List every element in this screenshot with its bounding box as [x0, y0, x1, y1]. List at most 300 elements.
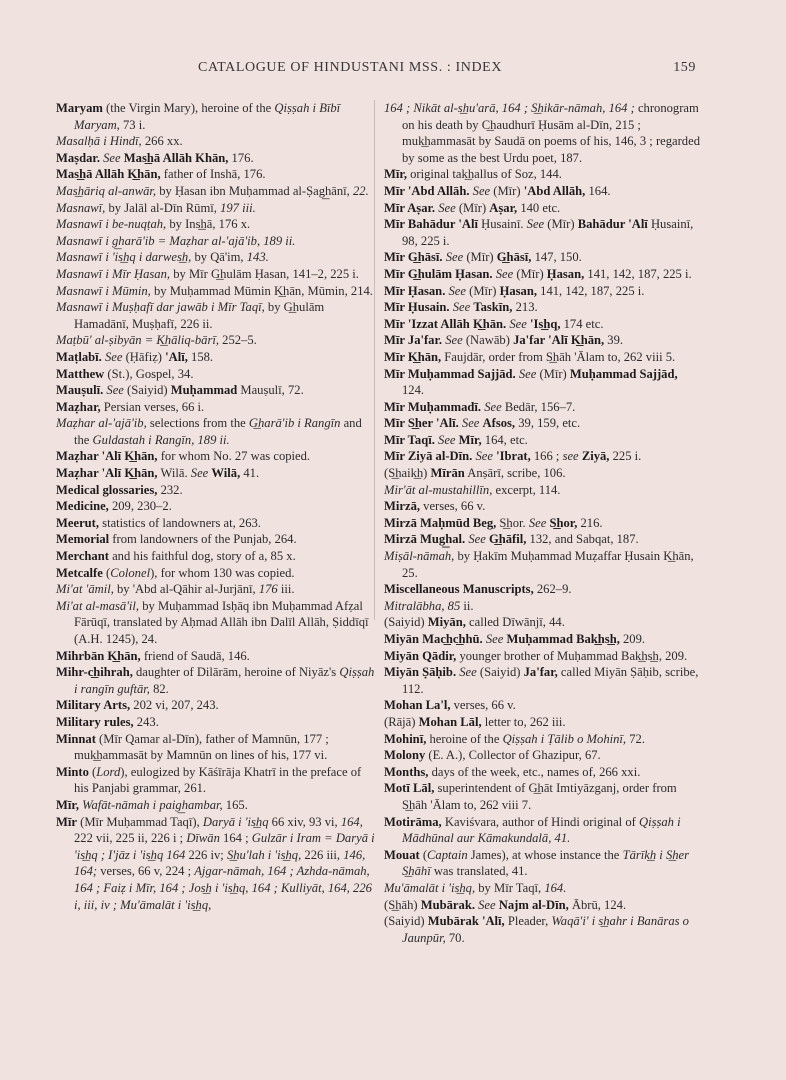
- index-entry: [56, 415, 378, 448]
- entry-segment: Masnawī i Mīr Ḥasan,: [56, 266, 171, 281]
- entry-segment: selections from the: [146, 416, 249, 431]
- index-entry: [384, 631, 702, 648]
- entry-segment: Faujdār, order from S͟hāh 'Ālam to, 262 viii 5.: [441, 349, 676, 364]
- entry-segment: Taskīn,: [473, 300, 513, 315]
- entry-segment: Mirzā Maḥmūd Beg,: [384, 515, 497, 530]
- index-entry: [384, 366, 702, 399]
- entry-segment: Muḥammad Sajjād,: [569, 366, 678, 381]
- entry-segment: (S͟haik͟h): [384, 466, 431, 481]
- entry-segment: Maẓhar,: [56, 399, 101, 414]
- entry-segment: Mi'at al-masā'il,: [56, 598, 140, 613]
- entry-segment: See: [528, 515, 547, 530]
- entry-segment: Maẓhar 'Alī K͟hān,: [56, 449, 158, 464]
- entry-segment: Mauṣulī, 72.: [237, 383, 304, 398]
- entry-segment: (: [102, 565, 111, 580]
- index-entry: [56, 249, 378, 266]
- entry-segment: 252–5.: [219, 333, 257, 348]
- entry-segment: Mirzā Mug͟hal.: [384, 532, 466, 547]
- entry-segment: 'Is͟hq,: [530, 316, 561, 331]
- entry-segment: Mohan La'l,: [384, 698, 451, 713]
- entry-segment: Miyān Qādir,: [384, 648, 457, 663]
- entry-segment: 66 xiv, 93 vi,: [268, 814, 341, 829]
- entry-segment: 73 i.: [119, 117, 146, 132]
- index-entry: [56, 399, 378, 416]
- entry-segment: Mīr,: [458, 432, 482, 447]
- entry-segment: (S͟hāh): [384, 897, 421, 912]
- entry-segment: See: [478, 897, 496, 912]
- entry-segment: Bedār, 156–7.: [501, 399, 576, 414]
- entry-segment: 165.: [222, 797, 248, 812]
- entry-segment: 164.: [585, 183, 611, 198]
- index-entry: [56, 133, 378, 150]
- entry-segment: See: [104, 349, 123, 364]
- entry-segment: 140 etc.: [517, 200, 561, 215]
- entry-segment: Daryā i 'is͟hq: [202, 814, 269, 829]
- entry-segment: letter to, 262 iii.: [481, 714, 566, 729]
- entry-segment: Mīr 'Izzat Allāh K͟hān.: [384, 316, 507, 331]
- index-entry: [384, 498, 702, 515]
- entry-segment: younger brother of Muḥammad Bak͟hs͟h, 209.: [456, 648, 688, 663]
- entry-segment: Mīr Taqī.: [384, 432, 435, 447]
- entry-segment: Mīr Ḥusain.: [384, 300, 450, 315]
- entry-segment: Pleader,: [504, 914, 552, 929]
- index-entry: [56, 299, 378, 332]
- index-entry: [56, 266, 378, 283]
- entry-segment: days of the week, etc., names of, 266 xxi.: [428, 764, 641, 779]
- index-entry: [384, 897, 702, 914]
- entry-segment: Miyān Mac͟hc͟hhū.: [384, 632, 483, 646]
- entry-segment: Ḥusainī, 98, 225 i.: [402, 217, 694, 248]
- entry-segment: (Saiyid): [123, 383, 171, 398]
- entry-segment: (Rājā): [384, 714, 419, 729]
- index-entry: [384, 731, 702, 748]
- entry-segment: excerpt, 114.: [492, 482, 561, 497]
- entry-segment: Ziyā,: [581, 449, 610, 464]
- index-entry: [384, 697, 702, 714]
- entry-segment: 164.: [544, 880, 567, 895]
- entry-segment: Aṣar,: [489, 200, 518, 215]
- entry-segment: Mi'at 'āmil,: [56, 582, 114, 597]
- entry-segment: See: [459, 665, 477, 680]
- entry-segment: ii.: [460, 598, 474, 613]
- entry-segment: (Ḥāfiẓ): [122, 349, 166, 364]
- entry-segment: was translated, 41.: [430, 864, 528, 879]
- entry-segment: 'Alī,: [165, 349, 188, 364]
- index-entry: [384, 614, 702, 631]
- entry-segment: Mīr Aṣar.: [384, 200, 436, 215]
- entry-segment: Qiṣṣah i Ṭālib o Mohinī,: [502, 731, 627, 746]
- entry-segment: by Muḥammad Isḥāq ibn Muḥammad Afẓal Fārūqī, translated by Aḥmad Allāh ibn Dalīl Allāh, Ṣiddīqī (A.H. 1245), 24.: [74, 598, 369, 646]
- entry-segment: Lord: [96, 764, 121, 779]
- entry-segment: 143.: [246, 250, 269, 265]
- entry-segment: See: [485, 632, 504, 646]
- entry-segment: father of Inshā, 176.: [160, 167, 266, 182]
- entry-segment: Minto: [56, 764, 89, 779]
- index-entry: [56, 283, 378, 300]
- entry-segment: Anṣārī, scribe, 106.: [464, 466, 566, 481]
- entry-segment: iii.: [277, 582, 295, 597]
- entry-segment: G͟hāfil,: [488, 532, 527, 547]
- index-entry: [56, 366, 378, 383]
- entry-segment: Bahādur 'Alī: [577, 217, 648, 232]
- entry-segment: 213.: [512, 300, 538, 315]
- entry-segment: 82.: [149, 681, 169, 696]
- index-entry: [56, 465, 378, 482]
- index-entry: [384, 415, 702, 432]
- entry-segment: 226 iv;: [185, 847, 227, 862]
- entry-segment: Qiṣṣah i Mādhūnal aur Kāmakundalā, 41.: [402, 814, 681, 846]
- entry-segment: ), eulogized by Kāśīrāja Khatrī in the preface of his Panjabi grammar, 261.: [74, 764, 362, 796]
- entry-segment: Maṭbū' al-ṣibyān = K͟hāliq-bārī,: [56, 333, 220, 348]
- entry-segment: Colonel: [110, 565, 151, 580]
- entry-segment: 164,: [340, 814, 363, 829]
- entry-segment: Mihrbān K͟hān,: [56, 648, 141, 663]
- entry-segment: Dīwān: [186, 831, 220, 846]
- entry-segment: Mīr G͟hāsī.: [384, 250, 443, 265]
- index-entry: [384, 166, 702, 183]
- entry-segment: (Mīr): [490, 183, 524, 198]
- entry-segment: Masnawī i Mūmin,: [56, 283, 151, 298]
- entry-segment: (Mīr): [536, 366, 570, 381]
- entry-segment: See: [448, 283, 466, 298]
- entry-segment: by Ḥasan ibn Muḥammad al-Ṣag͟hānī,: [156, 183, 353, 198]
- entry-segment: Mirzā,: [384, 499, 421, 514]
- entry-segment: Memorial: [56, 532, 110, 547]
- entry-segment: Maṭlabī.: [56, 349, 102, 364]
- index-entry: [56, 150, 378, 167]
- entry-segment: Mīr,: [384, 167, 407, 182]
- index-entry: [384, 448, 702, 465]
- entry-segment: Motirāma,: [384, 814, 442, 829]
- entry-segment: Matthew: [56, 366, 105, 381]
- index-entry: [56, 498, 378, 515]
- entry-segment: friend of Saudā, 146.: [140, 648, 250, 663]
- entry-segment: by Jalāl al-Dīn Rūmī,: [105, 200, 221, 215]
- index-entry: [384, 200, 702, 217]
- index-entry: [56, 349, 378, 366]
- entry-segment: from landowners of the Punjab, 264.: [109, 532, 297, 547]
- index-entry: [56, 814, 378, 914]
- entry-segment: Mīrān: [430, 466, 465, 481]
- index-entry: [384, 266, 702, 283]
- index-entry: [384, 332, 702, 349]
- entry-segment: called Miyān Ṣāḥib, scribe, 112.: [402, 665, 699, 696]
- entry-segment: See: [103, 150, 121, 165]
- entry-segment: Wilā,: [211, 466, 241, 481]
- entry-segment: Muḥammad: [170, 383, 238, 398]
- entry-segment: G͟harā'ib i Rangīn: [248, 416, 341, 431]
- entry-segment: 262–9.: [533, 582, 572, 597]
- entry-segment: Kaviśvara, author of Hindi original of: [441, 814, 639, 829]
- entry-segment: (Mīr): [465, 283, 500, 298]
- entry-segment: See: [461, 416, 480, 431]
- entry-segment: 41.: [240, 466, 260, 481]
- index-entry: [56, 648, 378, 665]
- index-column-left: [56, 100, 378, 913]
- index-entry: [384, 548, 702, 581]
- entry-segment: original tak͟hallus of Soz, 144.: [406, 167, 562, 182]
- entry-segment: Mas͟hā Allāh Khān,: [123, 150, 229, 165]
- entry-segment: by Muḥammad Mūmin K͟hān, Mūmin, 214.: [150, 283, 373, 298]
- entry-segment: 158.: [187, 349, 214, 364]
- column-divider: [374, 100, 375, 620]
- entry-segment: 232.: [157, 482, 183, 497]
- entry-segment: 141, 142, 187, 225 i.: [537, 283, 645, 298]
- entry-segment: Mitralābha, 85: [384, 598, 461, 613]
- entry-segment: (St.), Gospel, 34.: [104, 366, 194, 381]
- index-entry: [56, 581, 378, 598]
- entry-segment: Mīr S͟her 'Alī.: [384, 416, 459, 431]
- entry-segment: Months,: [384, 764, 429, 779]
- index-entry: [56, 697, 378, 714]
- entry-segment: Qiṣṣah i rangīn guftār,: [74, 665, 375, 696]
- entry-segment: (: [88, 764, 97, 779]
- entry-segment: See: [468, 532, 486, 547]
- index-entry: [56, 482, 378, 499]
- entry-segment: 176.: [228, 150, 254, 165]
- entry-segment: verses, 66 v.: [420, 499, 486, 514]
- entry-segment: Mubārak.: [420, 897, 475, 912]
- entry-segment: S͟hor,: [549, 515, 578, 530]
- entry-segment: Masalḥā i Hindī,: [56, 134, 142, 149]
- entry-segment: Masnawī i Muṣḥafī dar jawāb i Mīr Taqī,: [56, 300, 265, 315]
- index-entry: [384, 432, 702, 449]
- entry-segment: daughter of Dilārām, heroine of Niyāz's: [132, 665, 340, 680]
- entry-segment: 164 ; Nikāt al-s͟hu'arā, 164 ; S͟hikār-nāmah, 164 ;: [384, 101, 635, 115]
- entry-segment: See: [484, 399, 502, 414]
- entry-segment: Maryam: [56, 101, 103, 115]
- entry-segment: 'Ibrat,: [496, 449, 531, 464]
- entry-segment: See: [438, 200, 456, 215]
- entry-segment: Mīr Ja'far.: [384, 333, 443, 348]
- entry-segment: (Saiyid): [476, 665, 524, 680]
- entry-segment: Muḥammad Bak͟hs͟h,: [506, 632, 620, 646]
- entry-segment: (Mīr): [544, 217, 578, 232]
- entry-segment: 164 ;: [219, 831, 252, 846]
- entry-segment: Ajgar-nāmah, 164 ; Azhda-nāmah, 164 ; Faiẓ i Mīr, 164 ; Jos͟h i 'is͟hq, 164 ; Kulliyāt, 164, 226 i, iii, iv ; Mu'āmalāt i 'is͟hq,: [74, 864, 372, 912]
- index-entry: [384, 349, 702, 366]
- header-title: CATALOGUE OF HINDUSTANI MSS. : INDEX: [198, 60, 503, 75]
- entry-segment: See: [445, 333, 463, 348]
- entry-segment: verses, 66 v, 224 ;: [97, 864, 195, 879]
- entry-segment: See: [509, 316, 527, 331]
- index-entry: [56, 764, 378, 797]
- index-entry: [56, 531, 378, 548]
- entry-segment: verses, 66 v.: [450, 698, 516, 713]
- entry-segment: Military rules,: [56, 714, 134, 729]
- entry-segment: Molony: [384, 748, 426, 763]
- entry-segment: G͟hāsī,: [496, 250, 532, 265]
- entry-segment: Mīr Muḥammadī.: [384, 399, 482, 414]
- entry-segment: by Ins͟hā, 176 x.: [166, 217, 251, 232]
- entry-segment: Mauṣulī.: [56, 383, 104, 398]
- index-entry: [56, 216, 378, 233]
- entry-segment: (: [419, 847, 428, 862]
- entry-segment: 164, etc.: [481, 432, 528, 447]
- entry-segment: Mohinī,: [384, 731, 427, 746]
- entry-segment: Masnawī,: [56, 200, 106, 215]
- entry-segment: ), for whom 130 was copied.: [150, 565, 295, 580]
- entry-segment: by Mīr Taqī,: [475, 880, 545, 895]
- entry-segment: Wafāt-nāmah i paig͟hambar,: [82, 797, 223, 812]
- entry-segment: 209, 230–2.: [108, 499, 172, 514]
- index-entry: [384, 216, 702, 249]
- index-entry: [384, 183, 702, 200]
- entry-segment: See: [190, 466, 209, 481]
- entry-segment: See: [495, 266, 514, 281]
- entry-segment: 39.: [604, 333, 624, 348]
- index-entry: [384, 283, 702, 300]
- index-entry: [384, 100, 702, 166]
- page-number: 159: [673, 60, 696, 75]
- index-entry: [56, 448, 378, 465]
- entry-segment: (E. A.), Collector of Ghazipur, 67.: [425, 748, 601, 763]
- entry-segment: 147, 150.: [531, 250, 582, 265]
- entry-segment: Persian verses, 66 i.: [100, 399, 205, 414]
- entry-segment: (Mīr): [463, 250, 497, 265]
- entry-segment: Mīr Ziyā al-Dīn.: [384, 449, 473, 464]
- entry-segment: Ja'far,: [523, 665, 558, 680]
- entry-segment: by Ḥakīm Muḥammad Muẓaffar Ḥusain K͟hān, 25.: [402, 549, 694, 580]
- entry-segment: See: [445, 250, 464, 265]
- entry-segment: 39, 159, etc.: [515, 416, 581, 431]
- entry-segment: (Saiyid): [384, 914, 428, 929]
- index-entry: [384, 316, 702, 333]
- entry-segment: see: [562, 449, 579, 464]
- entry-segment: Mir'āt al-mustahillīn,: [384, 482, 493, 497]
- index-entry: [56, 714, 378, 731]
- entry-segment: Miscellaneous Manuscripts,: [384, 582, 534, 597]
- entry-segment: Merchant: [56, 549, 109, 564]
- index-entry: [56, 664, 378, 697]
- index-entry: [56, 515, 378, 532]
- index-entry: [56, 233, 378, 250]
- index-entry: [384, 482, 702, 499]
- entry-segment: statistics of landowners at, 263.: [99, 515, 261, 530]
- entry-segment: (Mīr): [513, 266, 547, 281]
- entry-segment: James), at whose instance the: [467, 847, 623, 862]
- entry-segment: chronogram on his death by C͟haudhurī Ḥusām al-Dīn, 215 ; muk͟hammasāt by Saudā on poems of his, 146, 3 ; regarded by some as the best Urdu poet, 187.: [402, 101, 700, 165]
- entry-segment: 202 vi, 207, 243.: [130, 698, 219, 713]
- entry-segment: Ja'far 'Alī K͟hān,: [513, 333, 605, 348]
- entry-segment: Miyān Ṣāḥib.: [384, 665, 457, 680]
- entry-segment: by Qā'im,: [191, 250, 247, 265]
- index-entry: [384, 399, 702, 416]
- entry-segment: 'Abd Allāh,: [523, 183, 586, 198]
- entry-segment: (the Virgin Mary), heroine of the: [102, 101, 275, 115]
- entry-segment: 166 ;: [530, 449, 563, 464]
- entry-segment: 225 i.: [609, 449, 642, 464]
- index-entry: [384, 847, 702, 880]
- index-entry: [384, 515, 702, 532]
- entry-segment: Gulzār i Iram = Daryā i 'is͟hq ; I'jāz i 'is͟hq 164: [74, 831, 375, 862]
- entry-segment: 266 xx.: [141, 134, 183, 149]
- entry-segment: Mīr G͟hulām Ḥasan.: [384, 266, 493, 281]
- entry-segment: See: [518, 366, 537, 381]
- entry-segment: Mīr Bahādur 'Alī: [384, 217, 479, 232]
- entry-segment: Mu'āmalāt i 'is͟hq,: [384, 880, 476, 895]
- entry-segment: Masnawī i 'is͟hq i darwes͟h,: [56, 250, 192, 265]
- entry-segment: Masnawī i g͟harā'ib = Maẓhar al-'ajā'ib, 189 ii.: [56, 233, 296, 248]
- entry-segment: Metcalfe: [56, 565, 103, 580]
- entry-segment: Maṣdar.: [56, 150, 100, 165]
- index-entry: [56, 100, 378, 133]
- index-entry: [384, 664, 702, 697]
- entry-segment: Waqā'i' i s͟hahr i Banāras o Jaunpūr,: [402, 914, 689, 945]
- entry-segment: See: [526, 217, 545, 232]
- index-entry: [56, 382, 378, 399]
- entry-segment: Maẓhar 'Alī K͟hān,: [56, 466, 158, 481]
- entry-segment: Ḥasan,: [546, 266, 585, 281]
- entry-segment: Motī Lāl,: [384, 781, 435, 796]
- entry-segment: Mas͟hā Allāh K͟hān,: [56, 167, 161, 182]
- entry-segment: 22.: [352, 183, 369, 198]
- entry-segment: See: [472, 183, 491, 198]
- entry-segment: (Mīr): [455, 200, 490, 215]
- index-entry: [56, 565, 378, 582]
- index-entry: [384, 249, 702, 266]
- entry-segment: Guldastah i Rangīn, 189 ii.: [92, 432, 230, 447]
- entry-segment: (Saiyid): [384, 615, 428, 630]
- index-column-right: [384, 100, 702, 946]
- index-entry: [384, 814, 702, 847]
- entry-segment: superintendent of G͟hāt Imtiyāzganj, order from S͟hāh 'Ālam to, 262 viii 7.: [402, 781, 677, 812]
- entry-segment: Mīr,: [56, 797, 79, 812]
- index-entry: [384, 531, 702, 548]
- entry-segment: S͟hor.: [496, 515, 529, 530]
- entry-segment: S͟hu'lah i 'is͟hq,: [226, 847, 302, 862]
- entry-segment: 146, 164;: [74, 847, 366, 879]
- entry-segment: 176: [258, 582, 278, 597]
- index-entry: [56, 200, 378, 217]
- entry-segment: Captain: [427, 847, 468, 862]
- entry-segment: 174 etc.: [560, 316, 604, 331]
- index-entry: [384, 880, 702, 897]
- index-entry: [384, 764, 702, 781]
- index-entry: [384, 598, 702, 615]
- entry-segment: Mohan Lāl,: [418, 714, 482, 729]
- index-entry: [56, 166, 378, 183]
- entry-segment: Mubārak 'Alī,: [427, 914, 505, 929]
- entry-segment: 222 vii, 225 ii, 226 i ;: [74, 831, 187, 846]
- entry-segment: 243.: [133, 714, 159, 729]
- entry-segment: by 'Abd al-Qāhir al-Jurjānī,: [113, 582, 259, 597]
- entry-segment: Medical glossaries,: [56, 482, 158, 497]
- entry-segment: Najm al-Dīn,: [498, 897, 569, 912]
- index-entry: [56, 183, 378, 200]
- entry-segment: and the: [74, 416, 362, 447]
- entry-segment: 197 iii.: [220, 200, 256, 215]
- index-entry: [384, 299, 702, 316]
- index-entry: [384, 714, 702, 731]
- entry-segment: Ḥasan,: [499, 283, 538, 298]
- entry-segment: See: [438, 432, 456, 447]
- entry-segment: Qiṣṣah i Bībī Maryam,: [74, 101, 341, 132]
- entry-segment: by G͟hulām Hamadānī, Muṣḥafī, 226 ii.: [74, 300, 325, 331]
- entry-segment: Miyān,: [427, 615, 466, 630]
- entry-segment: Masnawī i be-nuqṭah,: [56, 217, 167, 232]
- entry-segment: by Mīr G͟hulām Ḥasan, 141–2, 225 i.: [170, 266, 359, 281]
- entry-segment: (Nawāb): [462, 333, 514, 348]
- index-entry: [384, 747, 702, 764]
- entry-segment: 72.: [626, 731, 645, 746]
- entry-segment: called Dīwānjī, 44.: [465, 615, 565, 630]
- entry-segment: Wilā.: [157, 466, 191, 481]
- entry-segment: 226 iii,: [301, 847, 344, 862]
- entry-segment: Maẓhar al-'ajā'ib,: [56, 416, 147, 431]
- entry-segment: (Mīr Qamar al-Dīn), father of Mamnūn, 177 ; muk͟hammasāt by Mamnūn on lines of his, 177 vi.: [74, 731, 329, 763]
- entry-segment: heroine of the: [426, 731, 503, 746]
